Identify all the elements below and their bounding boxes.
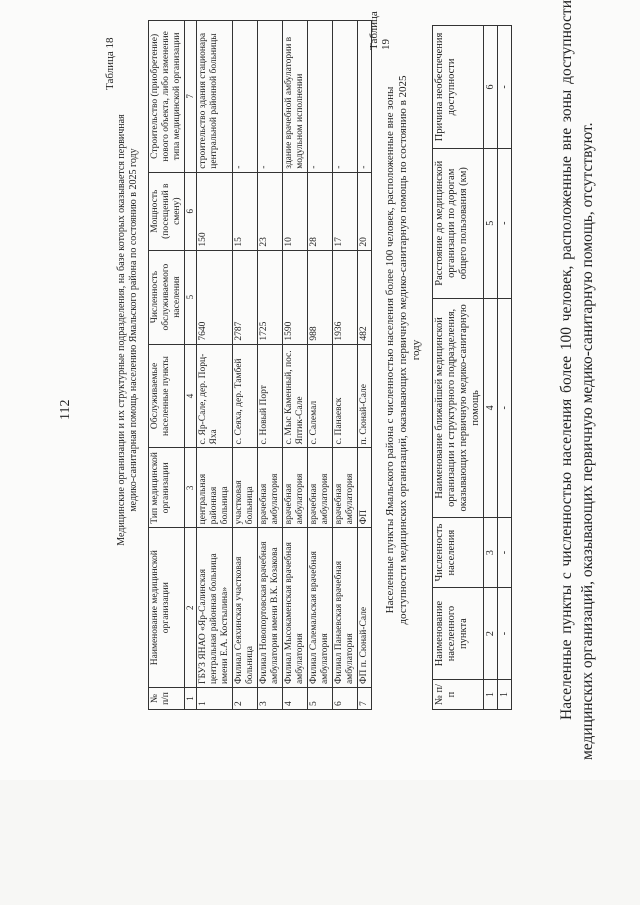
table-cell: с. Панаевск — [333, 344, 358, 448]
table18-header: Строительство (приобретение) нового объекта, либо изменение типа медицинской организации — [149, 21, 185, 173]
table-cell: ФП п. Сюнай-Сале — [358, 528, 372, 688]
table-cell: с. Салемал — [308, 344, 333, 448]
table-cell: Филиал Салемальская врачебная амбулатория — [308, 528, 333, 688]
table18-header: Тип медицинской организации — [149, 448, 185, 528]
table18 — [148, 20, 372, 710]
table-cell: 1725 — [258, 250, 283, 344]
table-cell: 23 — [258, 172, 283, 250]
table-cell: Филиал Новопортовская врачебная амбулатория имени В.К. Козакова — [258, 528, 283, 688]
table19-header: Причина необеспечения доступности — [433, 26, 484, 149]
table18-header: Численность обслуживаемого населения — [149, 250, 185, 344]
table19 — [432, 25, 512, 710]
table-cell: 7 — [358, 688, 372, 710]
table-cell: п. Сюнай-Сале — [358, 344, 372, 448]
closing-paragraph: Населенные пункты с численностью населения более 100 человек, расположенные вне зоны доступности медицинских организаций, оказывающих первичную медико-санитарную помощь, отсутствуют. — [557, 0, 596, 760]
table18-header-row — [149, 21, 185, 710]
table-cell: - — [358, 21, 372, 173]
table-cell: 15 — [233, 172, 258, 250]
table19-label: Таблица 19 — [368, 11, 392, 50]
table-cell: с. Яр-Сале, дер. Порц-Яха — [197, 344, 233, 448]
column-number: 4 — [185, 344, 197, 448]
table-cell: 1 — [197, 688, 233, 710]
table-row — [283, 21, 308, 710]
table-cell: 482 — [358, 250, 372, 344]
table-cell: врачебная амбулатория — [258, 448, 283, 528]
table-cell: здание врачебной амбулатории в модульном исполнении — [283, 21, 308, 173]
table-row — [233, 21, 258, 710]
table19-header-row — [433, 26, 484, 710]
table-cell: 150 — [197, 172, 233, 250]
table19-column-number-row — [484, 26, 498, 710]
table-cell: Филиал Панаевская врачебная амбулатория — [333, 528, 358, 688]
table-cell: - — [308, 21, 333, 173]
table-cell: ГБУЗ ЯНАО «Яр-Салинская центральная районная больница имени Е.А. Костылина» — [197, 528, 233, 688]
table-cell: с. Новый Порт — [258, 344, 283, 448]
table-cell: 1 — [498, 680, 512, 710]
column-number: 1 — [185, 688, 197, 710]
column-number: 1 — [484, 680, 498, 710]
table-cell: - — [233, 21, 258, 173]
table-cell: строительство здания стационара центральной районной больницы — [197, 21, 233, 173]
table-cell: - — [333, 21, 358, 173]
table-cell: 20 — [358, 172, 372, 250]
table18-header: № п/п — [149, 688, 185, 710]
table-cell: с. Мыс Каменный, пос. Яптик-Сале — [283, 344, 308, 448]
table-cell: 5 — [308, 688, 333, 710]
table-row — [308, 21, 333, 710]
table-cell: врачебная амбулатория — [308, 448, 333, 528]
table-cell: врачебная амбулатория — [283, 448, 308, 528]
table-cell: 4 — [283, 688, 308, 710]
column-number: 5 — [185, 250, 197, 344]
column-number: 2 — [484, 588, 498, 680]
column-number: 3 — [185, 448, 197, 528]
table19-caption: Населенные пункты Ямальского района с численностью населения более 100 человек, расположенные вне зоны доступности медицинских организаций, оказывающих первичную медико-санитарную помощь по состоянию в 2025 году — [384, 75, 422, 625]
table-row — [258, 21, 283, 710]
table-cell: 17 — [333, 172, 358, 250]
table-cell: с. Сеяха, дер. Тамбей — [233, 344, 258, 448]
table18-header: Обслуживаемые населенные пункты — [149, 344, 185, 448]
table-cell: - — [498, 148, 512, 298]
table-cell: 28 — [308, 172, 333, 250]
table18-header: Мощность (посещений в смену) — [149, 172, 185, 250]
table18-caption: Медицинские организации и их структурные подразделения, на базе которых оказывается первичная медико-санитарная помощь населению Ямальского района по состоянию в 2025 году — [116, 114, 139, 546]
table-row — [358, 21, 372, 710]
column-number: 7 — [185, 21, 197, 173]
column-number: 5 — [484, 148, 498, 298]
table-cell: 3 — [258, 688, 283, 710]
table19-header: Численность населения — [433, 518, 484, 588]
table-cell: 7640 — [197, 250, 233, 344]
table-row — [498, 26, 512, 710]
table-row — [333, 21, 358, 710]
table19-header: Наименование ближайшей медицинской организации и структурного подразделения, оказывающих первичную медико-санитарную помощь — [433, 298, 484, 518]
table19-header: Расстояние до медицинской организации по дорогам общего пользования (км) — [433, 148, 484, 298]
table18-header: Наименование медицинской организации — [149, 528, 185, 688]
table-cell: участковая больница — [233, 448, 258, 528]
table-cell: 2787 — [233, 250, 258, 344]
page-bottom-margin — [0, 780, 640, 905]
table-cell: центральная районная больница — [197, 448, 233, 528]
table-cell: врачебная амбулатория — [333, 448, 358, 528]
table-cell: 1936 — [333, 250, 358, 344]
column-number: 2 — [185, 528, 197, 688]
table-cell: - — [498, 518, 512, 588]
table-cell: ФП — [358, 448, 372, 528]
column-number: 4 — [484, 298, 498, 518]
table-cell: Филиал Сеяхинская участковая больница — [233, 528, 258, 688]
table-cell: - — [258, 21, 283, 173]
table-cell: 988 — [308, 250, 333, 344]
page-number: 112 — [58, 399, 73, 420]
table-cell: 1590 — [283, 250, 308, 344]
table-cell: 6 — [333, 688, 358, 710]
table-cell: - — [498, 298, 512, 518]
column-number: 6 — [484, 26, 498, 149]
column-number: 6 — [185, 172, 197, 250]
table-row — [197, 21, 233, 710]
table-cell: Филиал Мысокаменская врачебная амбулатория — [283, 528, 308, 688]
table18-column-number-row — [185, 21, 197, 710]
table18-label: Таблица 18 — [104, 37, 116, 90]
table-cell: 2 — [233, 688, 258, 710]
table-cell: - — [498, 588, 512, 680]
column-number: 3 — [484, 518, 498, 588]
table-cell: - — [498, 26, 512, 149]
table-cell: 10 — [283, 172, 308, 250]
table19-header: Наименование населенного пункта — [433, 588, 484, 680]
table19-header: № п/п — [433, 680, 484, 710]
